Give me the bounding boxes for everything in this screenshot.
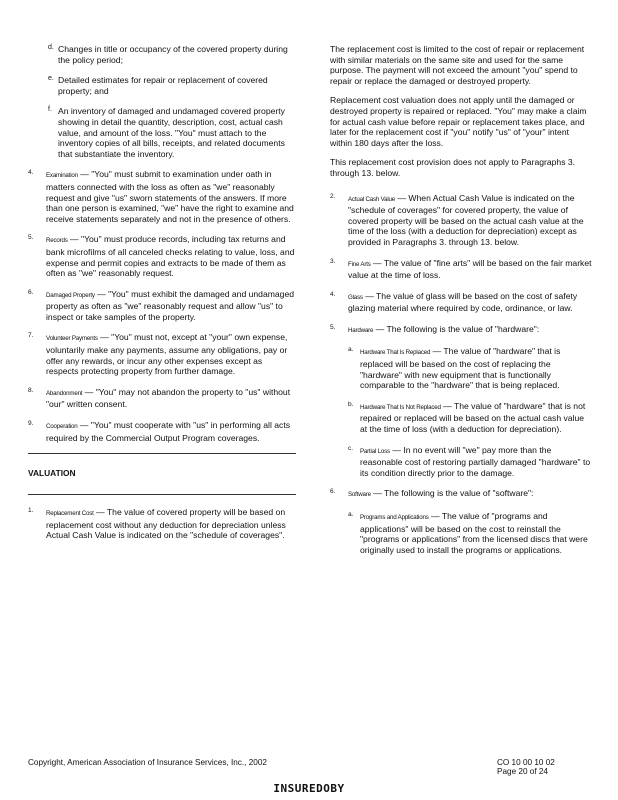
item-heading: Hardware That Is Replaced <box>360 349 431 357</box>
item-heading: Examination <box>46 172 78 180</box>
item-text: — The value of "hardware" that is not repaired or replaced will be based on the actual cash value at the time of loss (with a deduction for depreciation). <box>360 400 586 435</box>
item-text: — The value of "programs and applications" will be based on the cost to reinstall the "programs or applications" from the licensed discs that were originally used to install the programs or applications. <box>360 511 588 555</box>
form-info <box>497 758 577 776</box>
list-item: f. An inventory of damaged and undamaged covered property showing in detail the quantity, description, cost, actual cash value, and amount of the loss. "You" must attach to the inventory copies of all bills, receipts, and related documents that substantiate the inventory. <box>28 106 296 159</box>
item-heading: Glass <box>348 293 363 301</box>
valuation-item-actual-cash-value: 2. Actual Cash Value — When Actual Cash Value is indicated on the "schedule of coverages" for covered property, the value of covered property will be based on the actual cash value at the time of the loss (with a deduction for depreciation) except as provided in Paragraphs 3. through 13. below. <box>330 192 584 247</box>
copyright-notice: Copyright, American Association of Insurance Services, Inc., 2002 <box>28 758 267 767</box>
item-text: — The following is the value of "software": <box>373 488 534 499</box>
item-heading: Software <box>348 491 371 499</box>
item-text: — The following is the value of "hardware": <box>375 323 540 334</box>
valuation-item-hardware: 5. Hardware — The following is the value of "hardware": <box>330 323 540 334</box>
item-heading: Hardware That Is Not Replaced <box>360 403 441 411</box>
paragraph: The replacement cost is limited to the cost of repair or replacement with similar materials on the same site and used for the same purpose. The payment will not exceed the amount "you" spend to repair or replace the damaged or destroyed property. <box>330 44 585 86</box>
condition-item-volunteer-payments: 7. Volunteer Payments — "You" must not, except at "your" own expense, voluntarily make any payments, assume any obligations, pay or offer any rewards, or incur any other expenses except as respects protecting property from further damage. <box>28 332 288 377</box>
item-text: Changes in title or occupancy of the covered property during the policy period; <box>58 44 288 65</box>
condition-item-damaged-property: 6. Damaged Property — "You" must exhibit the damaged and undamaged property as often as "we" reasonably request and allow "us" to inspect or take samples of the property. <box>28 288 295 322</box>
hardware-subitem: b. Hardware That Is Not Replaced — The value of "hardware" that is not repaired or replaced will be based on the actual cash value at the time of loss (with a deduction for depreciation). <box>348 400 586 435</box>
item-heading: Hardware <box>348 326 374 334</box>
valuation-item-fine-arts: 3. Fine Arts — The value of "fine arts" will be based on the fair market value at the time of loss. <box>330 257 592 281</box>
item-heading: Partial Loss <box>360 447 390 455</box>
item-text: — "You" must not, except at "your" own expense, voluntarily make any payments, assume any obligations, pay or offer any rewards, or incur any other expenses except as respects protecting property from further damage. <box>46 332 288 377</box>
left-column <box>28 44 296 551</box>
page-number: Page 20 of 24 <box>497 767 548 776</box>
divider <box>28 494 296 495</box>
item-heading: Programs and Applications <box>360 514 429 521</box>
item-heading: Damaged Property <box>46 291 95 299</box>
valuation-item-replacement-cost: 1. Replacement Cost — The value of covered property will be based on replacement cost without any deduction for depreciation unless Actual Cash Value is indicated on the "schedule of coverages". <box>28 507 286 541</box>
condition-item-cooperation: 9. Cooperation — "You" must cooperate with "us" in performing all acts required by the Commercial Output Program coverages. <box>28 420 291 443</box>
condition-item-abandonment: 8. Abandonment — "You" may not abandon the property to "us" without "our" written consent. <box>28 386 291 410</box>
paragraph: This replacement cost provision does not apply to Paragraphs 3. through 13. below. <box>330 157 576 178</box>
item-heading: Records <box>46 237 68 245</box>
list-item: e. Detailed estimates for repair or replacement of covered property; and <box>28 75 296 96</box>
brand-watermark: INSUREDOBY <box>273 782 345 795</box>
right-column <box>330 44 592 565</box>
valuation-item-glass: 4. Glass — The value of glass will be based on the cost of safety glazing material where required by code, ordinance, or law. <box>330 290 578 314</box>
paragraph: Replacement cost valuation does not apply until the damaged or destroyed property is repaired or replaced. "You" may make a claim for actual cash value before repair or replacement takes place, and later for the replacement cost if "you" notify "us" of "your" intent within 180 days after the loss. <box>330 95 587 148</box>
item-text: An inventory of damaged and undamaged covered property showing in detail the quantity, description, cost, actual cash value, and amount of the loss. "You" must attach to the inventory copies of all bills, receipts, and related documents that substantiate the inventory. <box>58 106 285 159</box>
item-text: — The value of covered property will be based on replacement cost without any deduction for depreciation unless Actual Cash Value is indicated on the "schedule of coverages". <box>46 507 286 541</box>
valuation-item-software: 6. Software — The following is the value of "software": <box>330 488 534 499</box>
item-text: — In no event will "we" pay more than the reasonable cost of restoring partially damaged "hardware" to its condition directly prior to the damage. <box>360 444 591 478</box>
item-text: — The value of "hardware" that is replaced will be based on the cost of replacing the "hardware" with new equipment that is functionally comparable to the "hardware" that is being replaced. <box>360 346 561 391</box>
item-text: — "You" must exhibit the damaged and undamaged property as often as "we" reasonably request and allow "us" to inspect or take samples of the property. <box>46 288 295 322</box>
item-heading: Abandonment <box>46 389 83 397</box>
software-subitem: a. Programs and Applications — The value of "programs and applications" will be based on the cost to reinstall the "programs or applications" from the licensed discs that were originally used to install the programs or applications. <box>348 511 588 555</box>
hardware-subitem: a. Hardware That Is Replaced — The value of "hardware" that is replaced will be based on the cost of replacing the "hardware" with new equipment that is functionally comparable to the "hardware" that is being replaced. <box>348 346 561 391</box>
hardware-subitem: c. Partial Loss — In no event will "we" pay more than the reasonable cost of restoring partially damaged "hardware" to its condition directly prior to the damage. <box>348 444 591 478</box>
condition-item-records: 5. Records — "You" must produce records, including tax returns and bank microfilms of all canceled checks relating to value, loss, and expense and permit copies and extracts to be made of them as often as "we" reasonably request. <box>28 234 295 279</box>
item-text: — The value of glass will be based on the cost of safety glazing material where required by code, ordinance, or law. <box>348 290 578 314</box>
item-text: — "You" must produce records, including tax returns and bank microfilms of all canceled checks relating to value, loss, and expense and permit copies and extracts to be made of them as often as "we" reasonably request. <box>46 234 295 279</box>
divider <box>28 453 296 454</box>
item-text: — "You" may not abandon the property to "us" without "our" written consent. <box>46 386 291 410</box>
item-text: — "You" must submit to examination under oath in matters connected with the loss as often as "we" reasonably request and give "us" sworn statements of the answers. If more than one person is examined, "we" have the right to examine and receive statements separately and not in the presence of others. <box>46 169 294 224</box>
item-text: — When Actual Cash Value is indicated on the "schedule of coverages" for covered property, the value of covered property will be based on the actual cash value at the time of the loss (with a deduction for depreciation) except as provided in Paragraphs 3. through 13. below. <box>348 192 584 247</box>
condition-item-examination: 4. Examination — "You" must submit to examination under oath in matters connected with the loss as often as "we" reasonably request and give "us" sworn statements of the answers. If more than one person is examined, "we" have the right to examine and receive statements separately and not in the presence of others. <box>28 169 294 224</box>
item-text: — "You" must cooperate with "us" in performing all acts required by the Commercial Output Program coverages. <box>46 420 291 443</box>
item-heading: Cooperation <box>46 423 78 431</box>
item-heading: Volunteer Payments <box>46 335 98 343</box>
item-text: — The value of "fine arts" will be based on the fair market value at the time of loss. <box>348 257 592 281</box>
form-number: CO 10 00 10 02 <box>497 758 555 767</box>
item-heading: Fine Arts <box>348 260 371 268</box>
list-item: d. Changes in title or occupancy of the covered property during the policy period; <box>28 44 296 65</box>
item-text: Detailed estimates for repair or replacement of covered property; and <box>58 75 268 96</box>
item-heading: Replacement Cost <box>46 510 94 518</box>
item-heading: Actual Cash Value <box>348 195 396 203</box>
section-title: VALUATION <box>28 468 76 479</box>
